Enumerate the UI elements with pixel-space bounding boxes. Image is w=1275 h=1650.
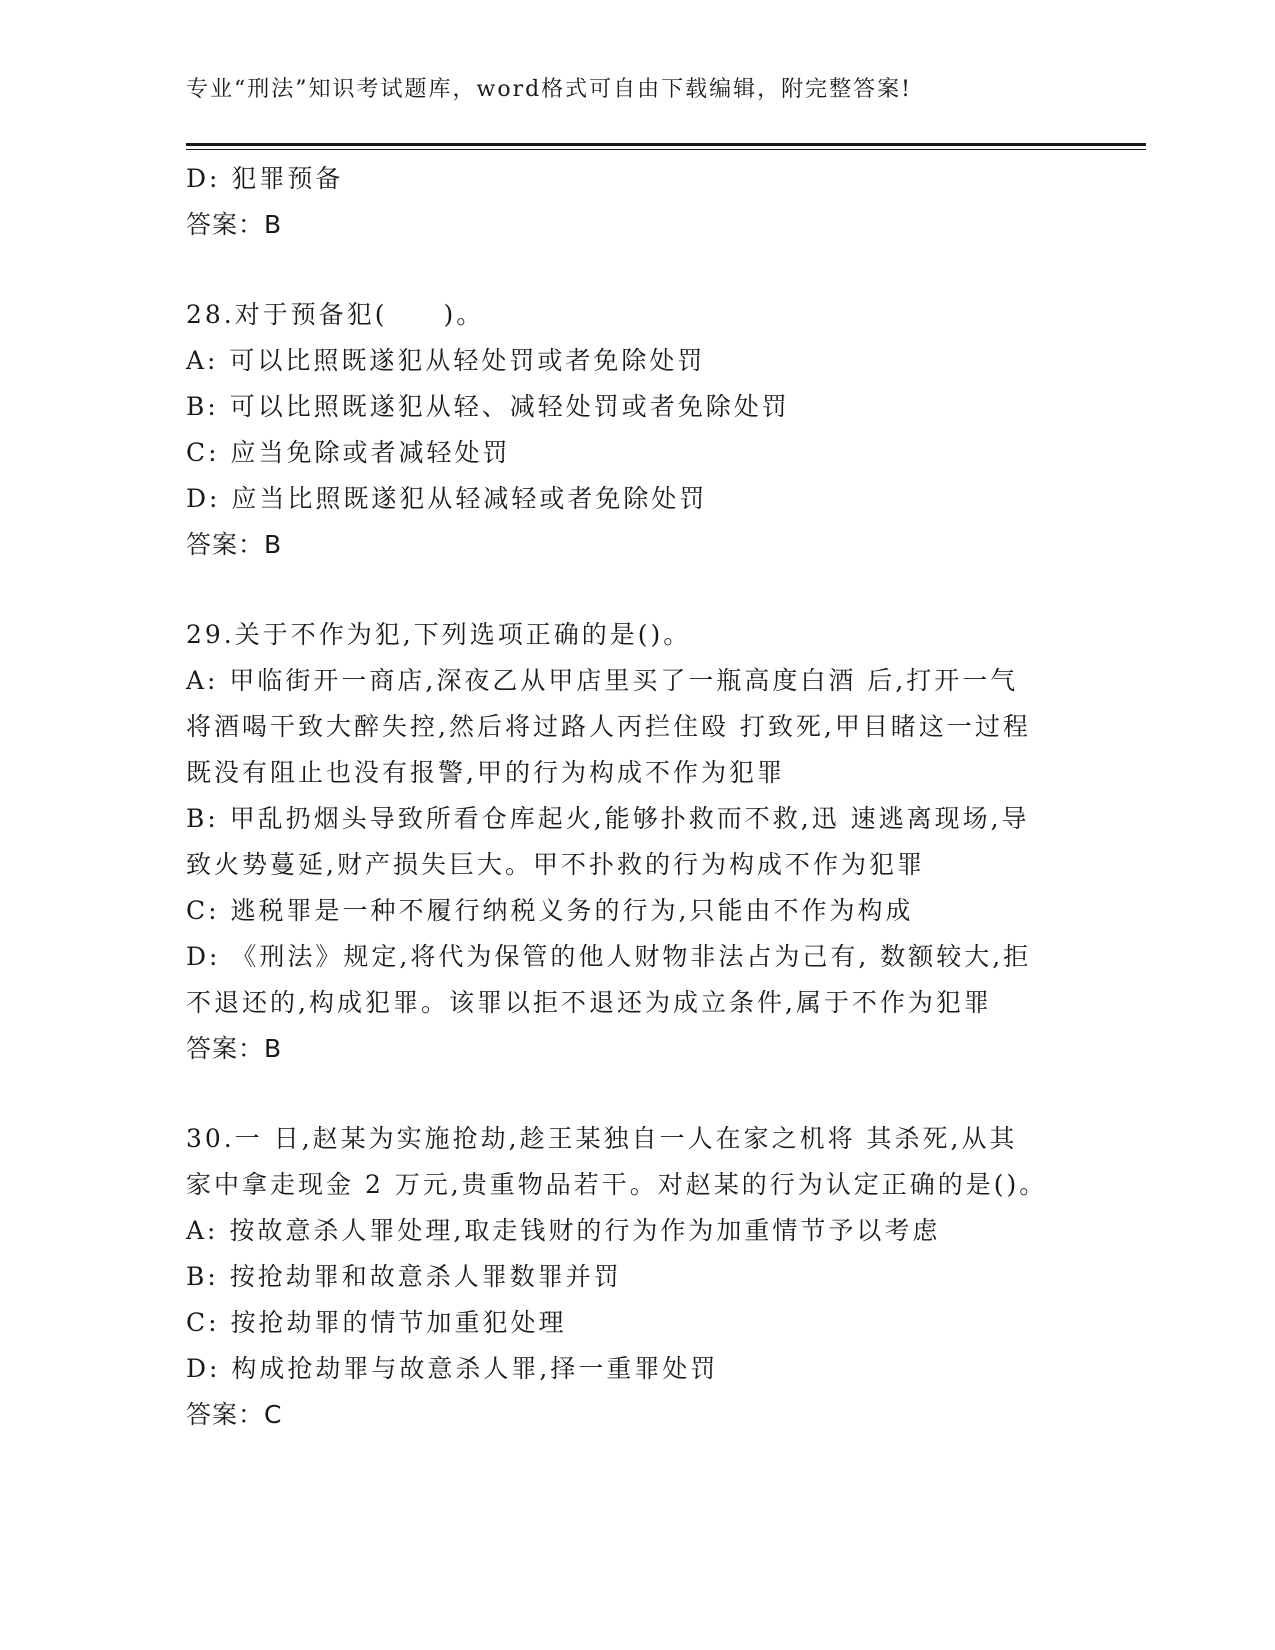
option-c: C: 按抢劫罪的情节加重犯处理 — [186, 1308, 567, 1337]
option-a-cont: 既没有阻止也没有报警,甲的行为构成不作为犯罪 — [186, 758, 785, 787]
option-d: D: 应当比照既遂犯从轻减轻或者免除处罚 — [186, 484, 708, 513]
answer-line: 答案：C — [186, 1400, 283, 1429]
option-c: C: 应当免除或者减轻处罚 — [186, 438, 511, 467]
option-d: D: 《刑法》规定,将代为保管的他人财物非法占为己有, 数额较大,拒 — [186, 942, 1032, 971]
option-a-cont: 将酒喝干致大醉失控,然后将过路人丙拦住殴 打致死,甲目睹这一过程 — [186, 712, 1031, 741]
answer-line: 答案：B — [186, 530, 283, 559]
option-d: D: 犯罪预备 — [186, 164, 344, 193]
header-rule-thick — [186, 143, 1146, 146]
question-stem: 30.一 日,赵某为实施抢劫,趁王某独自一人在家之机将 其杀死,从其 — [186, 1124, 1018, 1153]
question-stem: 28.对于预备犯( )。 — [186, 300, 485, 329]
option-c: C: 逃税罪是一种不履行纳税义务的行为,只能由不作为构成 — [186, 896, 914, 925]
option-d-cont: 不退还的,构成犯罪。该罪以拒不退还为成立条件,属于不作为犯罪 — [186, 988, 992, 1017]
question-stem-cont: 家中拿走现金 2 万元,贵重物品若干。对赵某的行为认定正确的是()。 — [186, 1170, 1048, 1199]
option-a: A: 甲临街开一商店,深夜乙从甲店里买了一瓶高度白酒 后,打开一气 — [186, 666, 1019, 695]
option-b-cont: 致火势蔓延,财产损失巨大。甲不扑救的行为构成不作为犯罪 — [186, 850, 925, 879]
option-b: B: 可以比照既遂犯从轻、减轻处罚或者免除处罚 — [186, 392, 790, 421]
page-header: 专业“刑法”知识考试题库，word格式可自由下载编辑，附完整答案! — [186, 77, 913, 102]
option-a: A: 可以比照既遂犯从轻处罚或者免除处罚 — [186, 346, 706, 375]
answer-line: 答案：B — [186, 1034, 283, 1063]
answer-line: 答案：B — [186, 210, 283, 239]
option-b: B: 按抢劫罪和故意杀人罪数罪并罚 — [186, 1262, 622, 1291]
question-block-30 — [186, 1116, 1086, 1438]
header-rule-thin — [186, 149, 1146, 150]
option-b: B: 甲乱扔烟头导致所看仓库起火,能够扑救而不救,迅 速逃离现场,导 — [186, 804, 1030, 833]
question-block-28 — [186, 292, 1086, 568]
document-body — [186, 156, 1086, 1438]
option-d: D: 构成抢劫罪与故意杀人罪,择一重罪处罚 — [186, 1354, 719, 1383]
spacer — [186, 1072, 1086, 1116]
option-a: A: 按故意杀人罪处理,取走钱财的行为作为加重情节予以考虑 — [186, 1216, 941, 1245]
question-block-27 — [186, 156, 1086, 248]
spacer — [186, 568, 1086, 612]
question-stem: 29.关于不作为犯,下列选项正确的是()。 — [186, 620, 692, 649]
question-block-29 — [186, 612, 1086, 1072]
spacer — [186, 248, 1086, 292]
